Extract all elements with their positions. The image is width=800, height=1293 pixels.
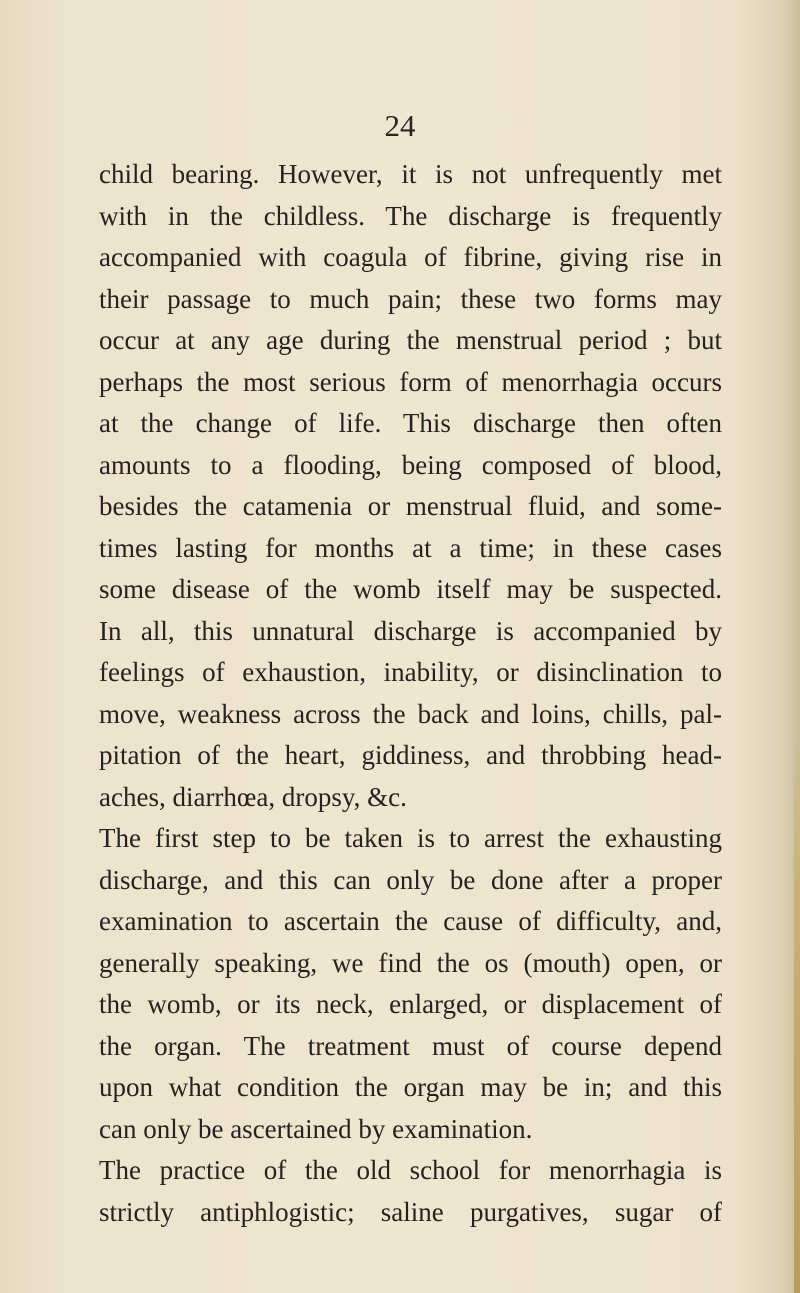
page-edge-shadow — [794, 720, 800, 1293]
text-line: aches, diarrhœa, dropsy, &c. — [99, 781, 407, 812]
text-line: move, weakness across the back and loins, chills, pal- — [99, 698, 722, 729]
text-line: the womb, or its neck, enlarged, or displacement of — [99, 989, 722, 1019]
body-text — [99, 154, 722, 1233]
text-line: discharge, and this can only be done after a proper — [99, 864, 722, 895]
text-line: child bearing. However, it is not unfrequently met — [99, 159, 722, 189]
text-line: pitation of the heart, giddiness, and throbbing head- — [99, 740, 722, 770]
text-line: The first step to be taken is to arrest the exhausting — [99, 823, 722, 853]
page-number: 24 — [384, 108, 416, 143]
text-line: strictly antiphlogistic; saline purgatives, sugar of — [99, 1196, 722, 1227]
text-line: times lasting for months at a time; in these cases — [99, 532, 722, 563]
text-line: some disease of the womb itself may be suspected. — [99, 574, 722, 604]
text-line: The practice of the old school for menorrhagia is — [99, 1155, 722, 1185]
text-line: the organ. The treatment must of course depend — [99, 1030, 722, 1061]
text-line: with in the childless. The discharge is frequently — [99, 200, 722, 231]
text-line: upon what condition the organ may be in; and this — [99, 1072, 722, 1102]
text-line: examination to ascertain the cause of difficulty, and, — [99, 906, 722, 936]
text-line: occur at any age during the menstrual period ; but — [99, 325, 722, 355]
text-line: generally speaking, we find the os (mouth) open, or — [99, 947, 722, 978]
text-line: amounts to a flooding, being composed of blood, — [99, 449, 722, 480]
text-line: feelings of exhaustion, inability, or disinclination to — [99, 657, 722, 687]
text-line: In all, this unnatural discharge is accompanied by — [99, 615, 722, 646]
text-line: their passage to much pain; these two forms may — [99, 283, 722, 314]
text-line: perhaps the most serious form of menorrhagia occurs — [99, 366, 722, 397]
text-line: besides the catamenia or menstrual fluid, and some- — [99, 491, 722, 521]
text-line: at the change of life. This discharge then often — [99, 408, 722, 438]
text-line: can only be ascertained by examination. — [99, 1113, 533, 1144]
text-line: accompanied with coagula of fibrine, giving rise in — [99, 242, 722, 272]
